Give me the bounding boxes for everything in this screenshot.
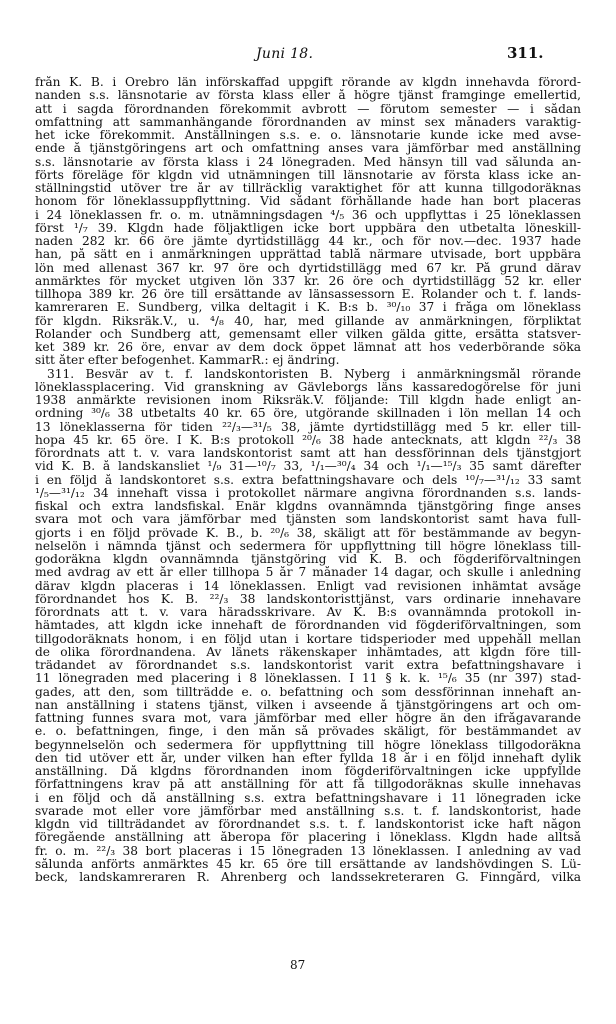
text-line: naden 282 kr. 66 öre jämte dyrtidstillägg 44 kr., och för nov.—dec. 1937 hade — [35, 235, 581, 248]
text-line: hämtades, att klgdn icke innehaft de förordnanden vid fögderiförvaltningen, som — [35, 619, 581, 633]
text-line: förordnandet hos K. B. ²²/₃ 38 landskontoristtjänst, vars ordinarie innehavare — [35, 592, 581, 606]
text-line: klgdn vid tillträdandet av förordnandet s.s. t. f. landskontorist icke haft någon — [35, 818, 581, 831]
text-line: anställning. Då klgdns förordnanden inom fögderiförvaltningen icke uppfyllde — [35, 765, 581, 778]
text-line: med avdrag av ett år eller tillhopa 5 år 7 månader 14 dagar, och skulle i anledning — [35, 566, 581, 580]
page-number-bottom: 87 — [290, 958, 306, 972]
page-number-top: 311. — [507, 44, 544, 62]
text-line: förordnats att t. v. vara häradsskrivare. Av K. B:s ovannämnda protokoll in- — [35, 606, 581, 619]
text-line: därav klgdn placeras i 14 löneklassen. Enligt vad revisionen inhämtat avsåge — [35, 579, 581, 593]
text-line: författningens krav på att anställning för att få tillgodoräknas skulle innehavas — [35, 778, 581, 792]
text-line: fr. o. m. ²²/₃ 38 bort placeras i 15 lönegraden 13 löneklassen. I anledning av vad — [35, 844, 581, 858]
text-line: löneklassplacering. Vid granskning av Gävleborgs läns kassaredogörelse för juni — [35, 380, 581, 394]
text-line: sitt åter efter befogenhet. KammarR.: ej ändring. — [35, 354, 340, 368]
text-line: Rolander och Sundberg att, gemensamt eller vilken gälda gitte, ersätta statsver- — [35, 327, 581, 341]
text-line: han, på sätt en i anmärkningen upprättad tablå närmare utvisade, bort uppbära — [35, 248, 581, 262]
text-line: het icke förekommit. Anställningen s.s. e. o. länsnotarie kunde icke med avse- — [35, 129, 581, 142]
text-line: 11 lönegraden med placering i 8 löneklassen. I 11 § k. k. ¹⁵/₆ 35 (nr 397) stad- — [35, 672, 581, 686]
text-line: i en följd å landskontoret s.s. extra befattningshavare och dels ¹⁰/₇—³¹/₁₂ 33 samt — [35, 473, 581, 487]
text-line: tillgodoräknats honom, i en följd utan i kortare tidsperioder med uppehåll mellan — [35, 632, 581, 646]
text-line: ket 389 kr. 26 öre, envar av dem dock öppet lämnat att hos vederbörande söka — [35, 341, 581, 354]
running-header-date: Juni 18. — [256, 46, 314, 62]
text-line: nan anställning i statens tjänst, vilken i avseende å tjänstgöringens art och om- — [35, 698, 581, 712]
text-line: nanden s.s. länsnotarie av första klass eller å högre tjänst framginge emellertid, — [35, 89, 581, 103]
text-line: 311. Besvär av t. f. landskontoristen B. Nyberg i anmärkningsmål rörande — [47, 367, 581, 381]
text-line: omfattning att sammanhängande förordnanden av minst sex månaders varaktig- — [35, 115, 581, 129]
text-line: kamreraren E. Sundberg, vilka deltagit i K. B:s b. ³⁰/₁₀ 37 i fråga om löneklass — [35, 301, 581, 315]
body-text — [35, 76, 581, 884]
text-line: 1938 anmärkte revisionen inom Riksräk.V. följande: Till klgdn hade enligt an- — [35, 394, 581, 407]
text-line: gades, att den, som tillträdde e. o. befattning och som dessförinnan innehaft an- — [35, 685, 581, 699]
text-line: begynnelselön och sedermera för uppflyttning till högre löneklass tillgodoräkna — [35, 738, 581, 752]
text-line: lön med allenast 367 kr. 97 öre och dyrtidstillägg med 67 kr. På grund därav — [35, 261, 581, 275]
text-line: nelselön i nämnda tjänst och sedermera för uppflyttning till högre löneklass till- — [35, 539, 581, 553]
text-line: 13 löneklasserna för tiden ²²/₃—³¹/₅ 38, jämte dyrtidstillägg med 5 kr. eller till- — [35, 420, 581, 434]
text-line: ¹/₅—³¹/₁₂ 34 innehaft vissa i protokollet närmare angivna förordnanden s.s. lands- — [35, 486, 581, 500]
text-line: att i sagda förordnanden förekommit avbrott — förutom semester — i sådan — [35, 102, 581, 116]
text-line: för klgdn. Riksräk.V., u. ⁴/₈ 40, har, med gillande av anmärkningen, förpliktat — [35, 314, 581, 328]
text-line: anmärktes för mycket utgiven lön 337 kr. 26 öre och dyrtidstillägg 52 kr. eller — [35, 274, 581, 288]
text-line: s.s. länsnotarie av första klass i 24 lönegraden. Med hänsyn till vad sålunda an- — [35, 155, 581, 169]
text-line: gjorts i en följd prövade K. B., b. ²⁰/₆ 38, skäligt att för bestämmande av begyn- — [35, 526, 581, 540]
text-line: förts föreläge för klgdn vid utnämningen till länsnotarie av första klass icke an- — [35, 168, 581, 182]
text-line: från K. B. i Örebro län införskaffad uppgift rörande av klgdn innehavda förord- — [35, 76, 581, 89]
text-line: hopa 45 kr. 65 öre. I K. B:s protokoll ²⁰/₆ 38 hade antecknats, att klgdn ²²/₃ 38 — [35, 433, 581, 447]
text-line: sålunda anförts anmärktes 45 kr. 65 öre till ersättande av landshövdingen S. Lü- — [35, 857, 581, 871]
text-line: svara mot och vara jämförbar med tjänsten som landskontorist samt hava full- — [35, 513, 581, 527]
text-line: i en följd och då anställning s.s. extra befattningshavare i 11 lönegraden icke — [35, 791, 581, 805]
text-line: trädandet av förordnandet s.s. landskontorist varit extra befattningshavare i — [35, 659, 581, 672]
text-line: tillhopa 389 kr. 26 öre till ersättande av länsassessorn E. Rolander och t. f. lands- — [35, 288, 581, 301]
text-line: honom för löneklassuppflyttning. Vid sådant förhållande hade han bort placeras — [35, 195, 581, 209]
text-line: beck, landskamreraren R. Ahrenberg och landssekreteraren G. Finngård, vilka — [35, 871, 581, 884]
text-line: godoräkna klgdn ovannämnda tjänstgöring vid K. B. och fögderiförvaltningen — [35, 553, 581, 566]
text-line: vid K. B. å landskansliet ¹/₉ 31—¹⁰/₇ 33, ¹/₁—³⁰/₄ 34 och ¹/₁—¹⁵/₃ 35 samt därefter — [35, 460, 581, 474]
text-line: fattning funnes svara mot, vara jämförbar med eller högre än den ifrågavarande — [35, 712, 581, 725]
text-line: föregående anställning att åberopa för placering i löneklass. Klgdn hade alltså — [35, 831, 581, 845]
text-line: i 24 löneklassen fr. o. m. utnämningsdagen ⁴/₅ 36 och uppflyttas i 25 löneklassen — [35, 208, 581, 222]
text-line: först ¹/₇ 39. Klgdn hade följaktligen icke bort uppbära den utbetalta löneskill- — [35, 221, 581, 235]
text-line: svarade mot eller vore jämförbar med anställning s.s. t. f. landskontorist, hade — [35, 804, 581, 818]
text-line: den tid utöver ett år, under vilken han efter fyllda 18 år i en följd innehaft dylik — [35, 751, 581, 765]
text-line: e. o. befattningen, finge, i den mån så prövades skäligt, för bestämmandet av — [35, 725, 581, 739]
text-line: fiskal och extra landsfiskal. Enär klgdns ovannämnda tjänstgöring finge anses — [35, 500, 581, 513]
text-line: förordnats att t. v. vara landskontorist samt att han dessförinnan dels tjänstgjort — [35, 447, 581, 460]
text-line: ordning ³⁰/₆ 38 utbetalts 40 kr. 65 öre, utgörande skillnaden i lön mellan 14 och — [35, 407, 581, 421]
text-line: de olika förordnandena. Av länets räkenskaper inhämtades, att klgdn före till- — [35, 645, 581, 659]
text-line: ende å tjänstgöringens art och omfattning anses vara jämförbar med anställning — [35, 142, 581, 156]
text-line: ställningstid utöver tre år av tillräcklig varaktighet för att kunna tillgodoräknas — [35, 182, 581, 195]
